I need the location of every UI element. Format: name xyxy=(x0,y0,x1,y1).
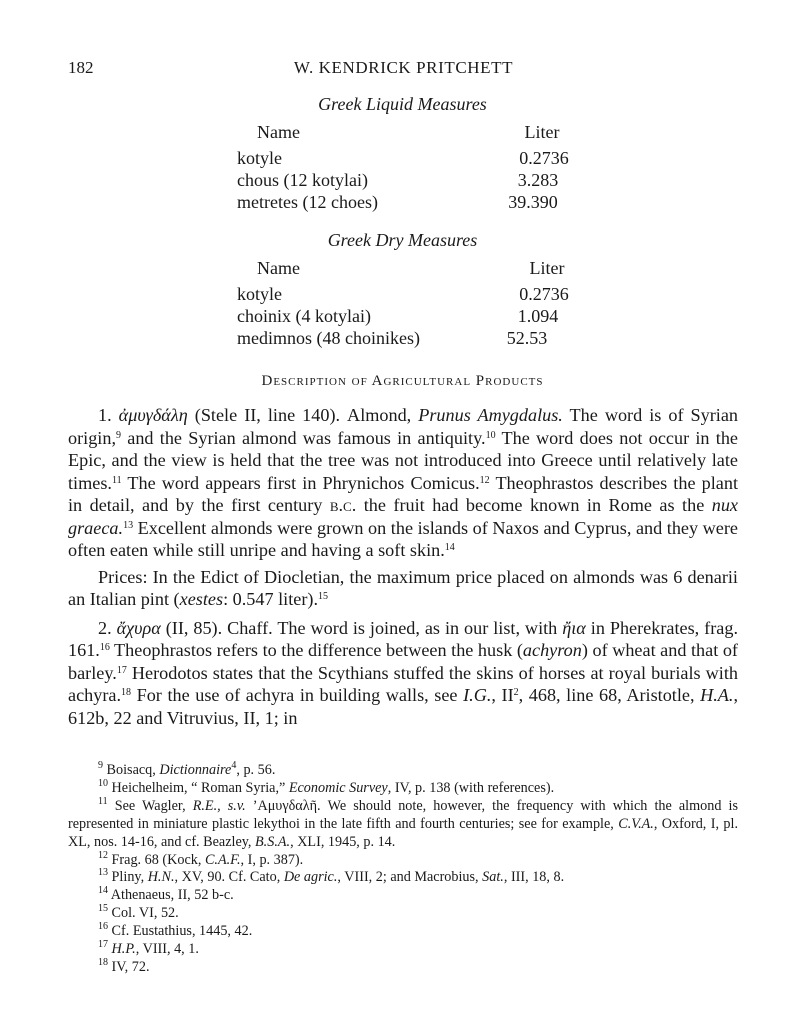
footnote: $^{13}$ Pliny, H.N., XV, 90. Cf. Cato, De agric., VIII, 2; and Macrobius, Sat., III, 18, 8. xyxy=(98,867,565,886)
measure-liter: 0.2736 xyxy=(519,148,569,168)
measure-name: medimnos (48 choinikes) xyxy=(237,328,420,348)
footnote: $^{10}$ Heichelheim, “ Roman Syria,” Economic Survey, IV, p. 138 (with references). xyxy=(98,777,555,796)
measure-liter: 0.2736 xyxy=(519,284,569,304)
table-row xyxy=(0,192,805,214)
footnote: $^{18}$ IV, 72. xyxy=(98,956,150,975)
measure-name: chous (12 kotylai) xyxy=(237,170,368,190)
footnotes xyxy=(68,762,738,977)
footnote: $^{14}$ Athenaeus, II, 52 b-c. xyxy=(98,885,234,904)
col-name-header: Name xyxy=(257,122,300,142)
table-row xyxy=(0,328,805,350)
table-row xyxy=(0,148,805,170)
measure-name: kotyle xyxy=(237,284,282,304)
page-number: 182 xyxy=(68,58,94,77)
measure-name: metretes (12 choes) xyxy=(237,192,378,212)
page-header xyxy=(68,58,739,78)
paragraph-almond: 1. ἀμυγδάλη (Stele II, line 140). Almond, Prunus Amygdalus. The word is of Syrian origin,$^9$ and the Syrian almond was famous in antiquity.$^{10}$ The word does not occur in the Epic, and the view is held that the tree was not introduced into Greece until relatively late times.$^{11}$ The word appears first in Phrynichos Comicus.$^{12}$ Theophrastos describes the plant in detail, and by the first century b.c. the fruit had become known in Rome as the nux graeca.$^{13}$ Excellent almonds were grown on the islands of Naxos and Cyprus, and they were often eaten while still unripe and having a soft skin.$^{14}$ xyxy=(68,405,739,560)
running-head: W. KENDRICK PRITCHETT xyxy=(293,58,514,77)
footnote: $^{17}$ H.P., VIII, 4, 1. xyxy=(98,939,199,958)
measure-liter: 52.53 xyxy=(506,328,548,348)
col-name-header: Name xyxy=(257,258,300,278)
footnote: $^9$ Boisacq, Dictionnaire$^4$, p. 56. xyxy=(98,760,276,778)
table-row xyxy=(0,170,805,192)
paragraph-chaff: 2. ἄχυρα (II, 85). Chaff. The word is joined, as in our list, with ἤια in Pherekrates, frag. 161.16 Theophrastos refers to the difference between the husk (achyron) of wheat and that of barley.$^{17}$ Herodotos states that the Scythians stuffed the skins of horses at royal burials with achyra.$^{18}$ For the use of achyra in building walls, see I.G., $II^2$, 468, line 68, Aristotle, H.A., 612b, 22 and Vitruvius, II, 1; in xyxy=(68,617,738,728)
table-header-row xyxy=(0,258,805,280)
measure-name: kotyle xyxy=(237,148,282,168)
measure-liter: 1.094 xyxy=(517,306,559,326)
table-row xyxy=(0,306,805,328)
col-liter-header: Liter xyxy=(529,258,565,278)
footnote: $^{11}$ See Wagler, R.E., s.v. ’Αμυγδαλῆ. We should note, however, the frequency with which the almond is represented in miniature plastic lekythoi in the late fifth and fourth centuries; see for example, C.V.A., Oxford, I, pl. XL, nos. 14-16, and cf. Beazley, B.S.A., XLI, 1945, p. 14. xyxy=(68,795,738,850)
liquid-table-title: Greek Liquid Measures xyxy=(318,94,487,114)
section-title: Description of Agricultural Products xyxy=(261,373,544,389)
measure-liter: 3.283 xyxy=(517,170,559,190)
measure-name: choinix (4 kotylai) xyxy=(237,306,371,326)
table-row xyxy=(0,284,805,306)
paragraph-prices: Prices: In the Edict of Diocletian, the maximum price placed on almonds was 6 denarii an Italian pint (xestes: 0.547 liter).$^{15}$ xyxy=(68,566,738,609)
footnote: $^{12}$ Frag. 68 (Kock, C.A.F., I, p. 387). xyxy=(98,849,304,868)
col-liter-header: Liter xyxy=(524,122,560,142)
table-header-row xyxy=(0,122,805,144)
footnote: $^{16}$ Cf. Eustathius, 1445, 42. xyxy=(98,921,253,940)
measure-liter: 39.390 xyxy=(508,192,558,212)
body-text xyxy=(68,404,738,733)
footnote: $^{15}$ Col. VI, 52. xyxy=(98,903,179,922)
dry-table-title: Greek Dry Measures xyxy=(327,230,478,250)
